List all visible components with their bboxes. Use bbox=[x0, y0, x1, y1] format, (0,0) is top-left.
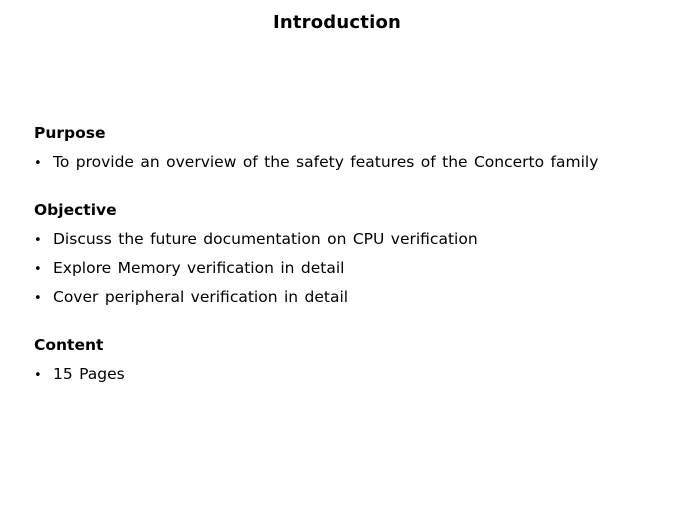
bullet-icon: • bbox=[34, 233, 42, 248]
bullet-icon: • bbox=[34, 291, 42, 306]
bullet-text: 15 Pages bbox=[53, 365, 125, 383]
bullet-item bbox=[34, 360, 664, 389]
bullet-icon: • bbox=[34, 262, 42, 277]
bullet-item bbox=[34, 225, 664, 254]
section-heading: Purpose bbox=[34, 124, 106, 142]
section-content bbox=[34, 335, 664, 389]
section-purpose bbox=[34, 123, 664, 177]
bullet-text: Cover peripheral verification in detail bbox=[53, 288, 349, 306]
slide-title: Introduction bbox=[272, 12, 402, 33]
bullet-text: Explore Memory verification in detail bbox=[53, 259, 345, 277]
section-heading: Content bbox=[34, 336, 104, 354]
bullet-text: Discuss the future documentation on CPU verification bbox=[53, 230, 478, 248]
slide-content bbox=[34, 120, 664, 412]
bullet-item bbox=[34, 283, 664, 312]
bullet-item bbox=[34, 254, 664, 283]
bullet-icon: • bbox=[34, 368, 42, 383]
section-heading: Objective bbox=[34, 201, 117, 219]
bullet-icon: • bbox=[34, 156, 42, 171]
bullet-item bbox=[34, 148, 664, 177]
bullet-text: To provide an overview of the safety features of the Concerto family bbox=[53, 153, 599, 171]
section-objective bbox=[34, 200, 664, 312]
